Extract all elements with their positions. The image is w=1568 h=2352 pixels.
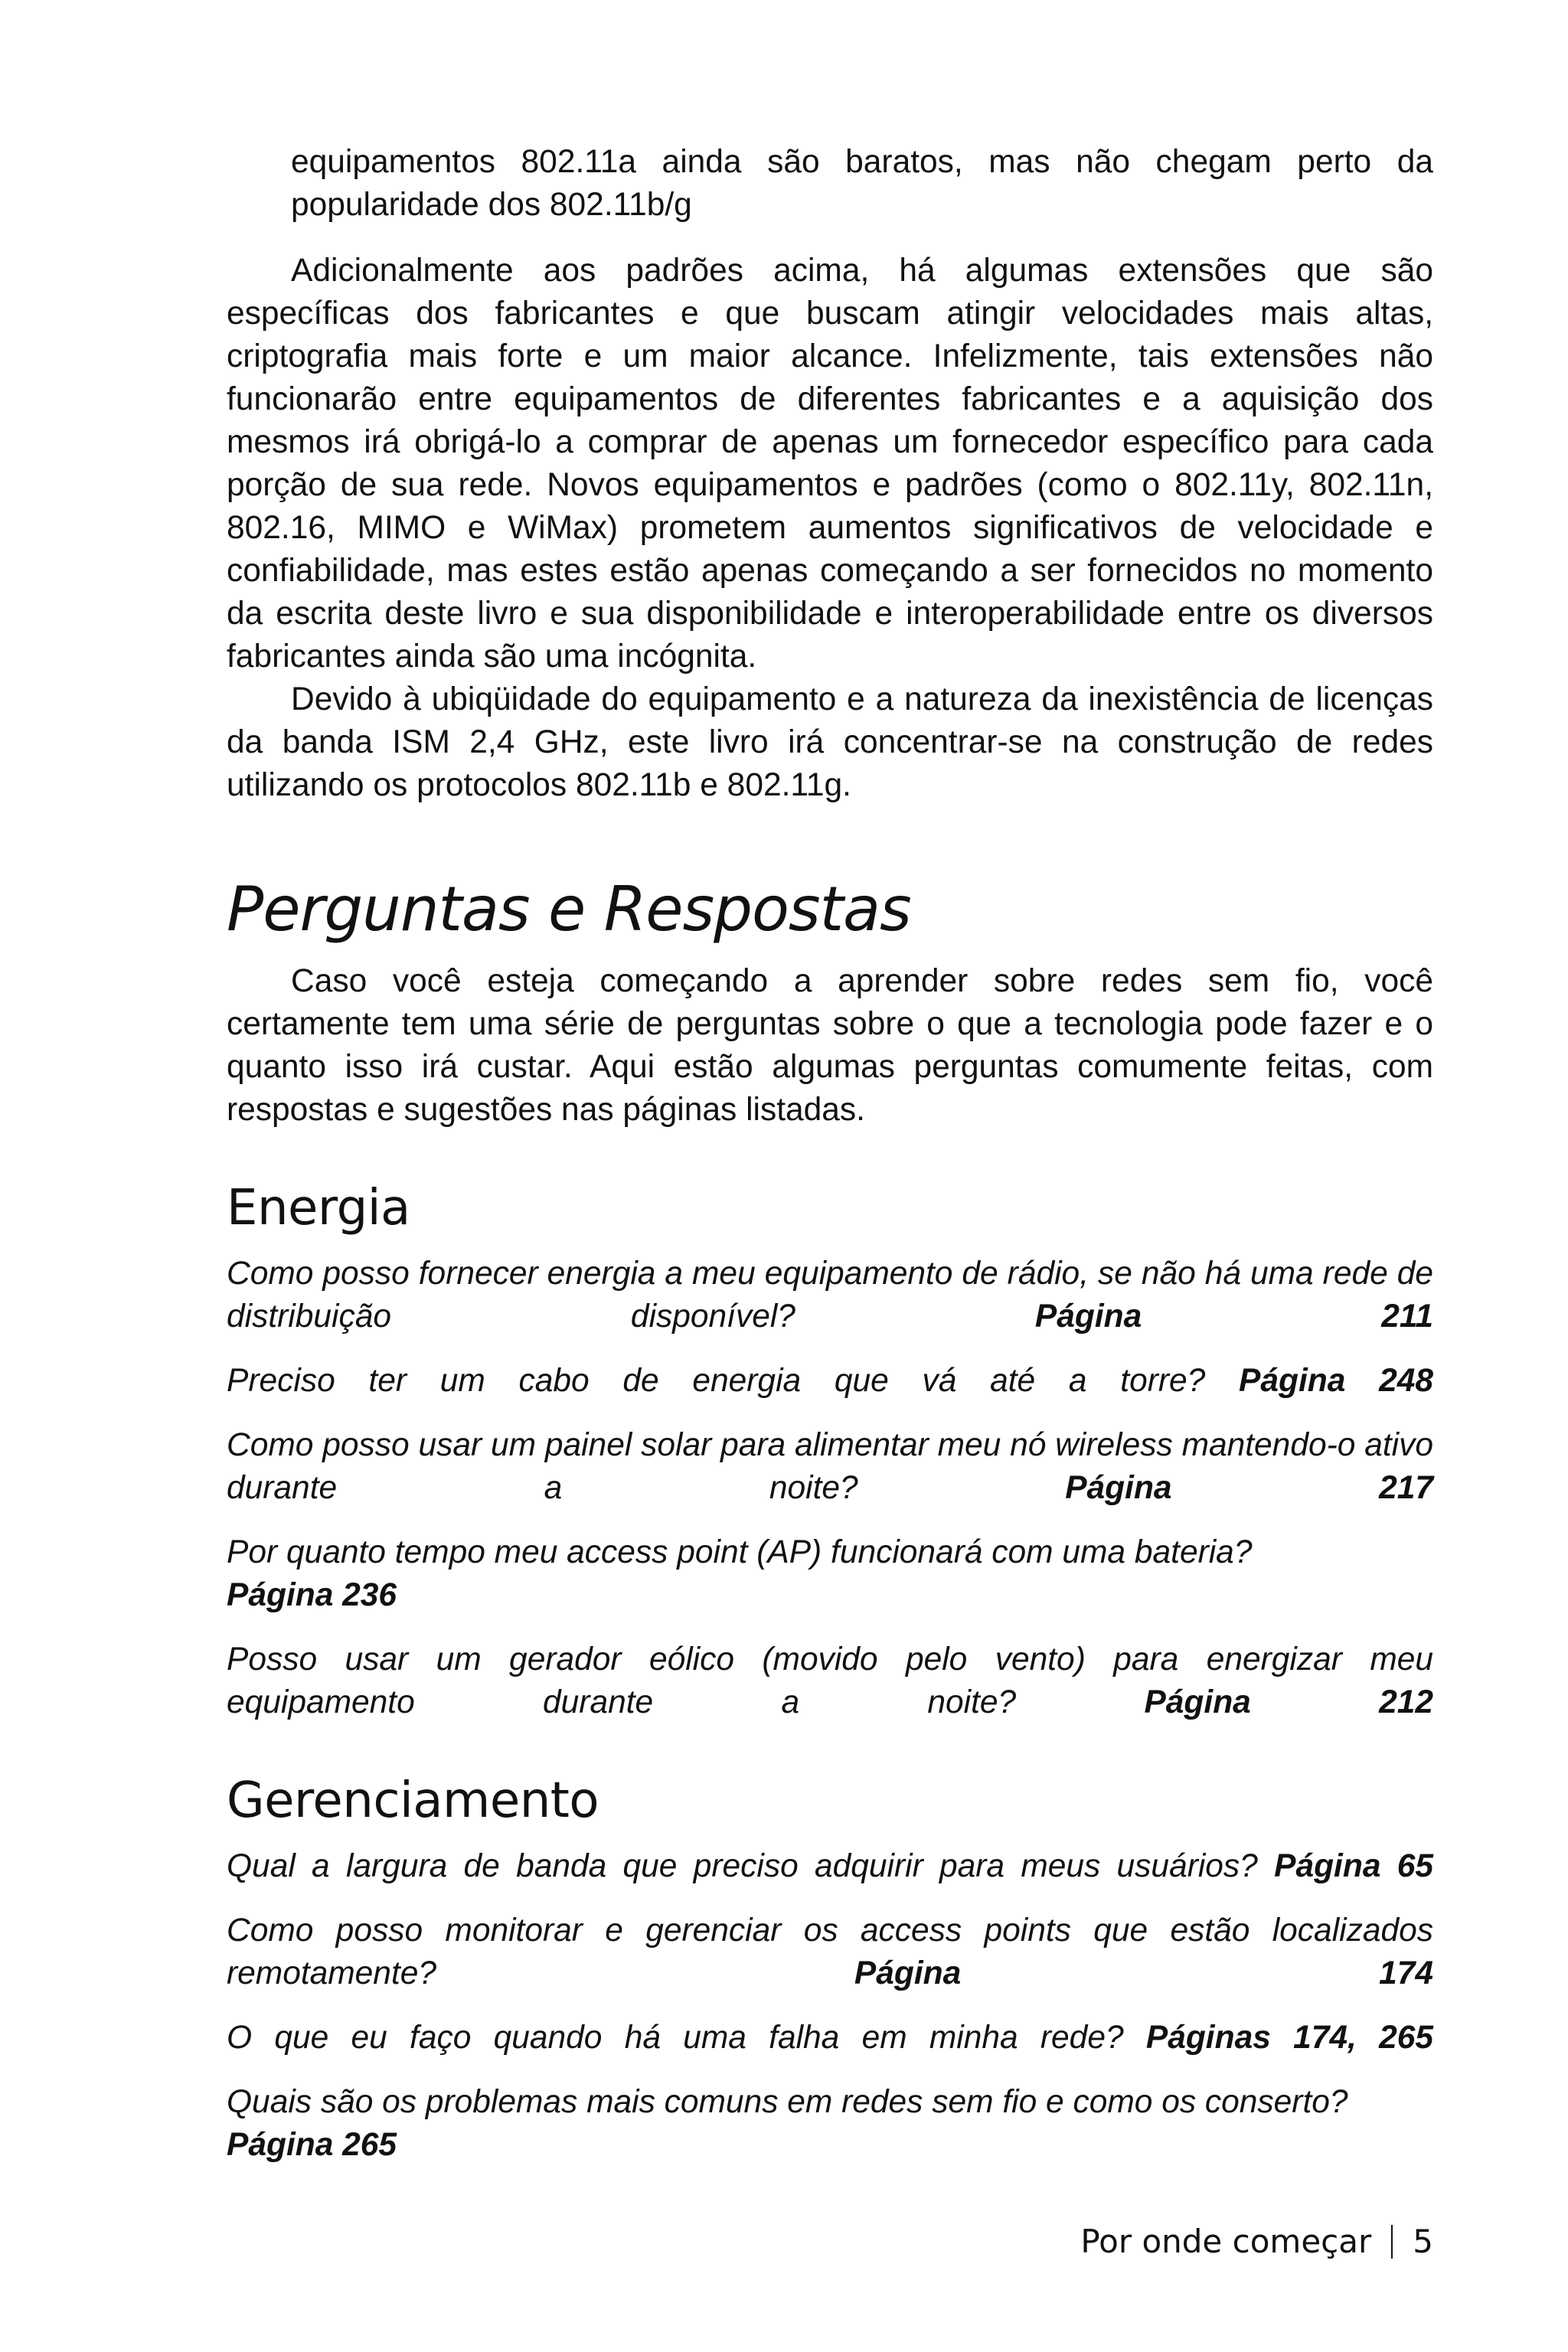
intro-paragraph-1: Adicionalmente aos padrões acima, há algumas extensões que são específicas dos fabricantes e que buscam atingir velocidades mais altas, criptografia mais forte e um maior alcance. Infelizmente, tais extensões não funcionarão entre equipamentos de diferentes fabricantes e a aquisição dos mesmos irá obrigá-lo a comprar de apenas um fornecedor específico para cada porção de sua rede. Novos equipamentos e padrões (como o 802.11y, 802.11n, 802.16, MIMO e WiMax) prometem aumentos significativos de velocidade e confiabilidade, mas estes estão apenas começando a ser fornecidos no momento da escrita deste livro e sua disponibilidade e interoperabilidade entre os diversos fabricantes ainda são uma incógnita. [227, 253, 1433, 675]
qa-question: Qual a largura de banda que preciso adquirir para meus usuários? [227, 1848, 1258, 1884]
qa-page-ref: Página 65 [1274, 1848, 1434, 1884]
energia-list [227, 1253, 1433, 1724]
qa-item [227, 1360, 1433, 1403]
qa-question: Quais são os problemas mais comuns em redes sem fio e como os conserto? [227, 2084, 1348, 2120]
gerenciamento-list [227, 1845, 1433, 2167]
qa-item [227, 1845, 1433, 1888]
qa-question: Preciso ter um cabo de energia que vá até a torre? [227, 1363, 1206, 1399]
qa-question: Como posso monitorar e gerenciar os access points que estão localizados remotamente? [227, 1913, 1433, 1991]
qa-item [227, 1531, 1433, 1617]
qa-item [227, 2017, 1433, 2060]
page-footer [1080, 2220, 1433, 2263]
qa-page-ref: Página 265 [227, 2127, 397, 2163]
gerenciamento-heading: Gerenciamento [227, 1772, 599, 1829]
footer-chapter-title: Por onde começar [1080, 2223, 1372, 2260]
qa-page-ref: Página 174 [854, 1955, 1433, 1991]
intro-continued-line: equipamentos 802.11a ainda são baratos, mas não chegam perto da popularidade dos 802.11b/g [291, 144, 1433, 223]
qa-page-ref: Página 211 [1034, 1298, 1433, 1334]
qa-item [227, 1424, 1433, 1510]
qa-question: Posso usar um gerador eólico (movido pelo vento) para energizar meu equipamento durante a noite? [227, 1642, 1433, 1720]
footer-divider [1391, 2225, 1393, 2259]
qa-question: Por quanto tempo meu access point (AP) funcionará com uma bateria? [227, 1534, 1253, 1570]
qa-question: Como posso fornecer energia a meu equipamento de rádio, se não há uma rede de distribuição disponível? [227, 1256, 1433, 1334]
qa-page-ref: Página 212 [1144, 1684, 1433, 1720]
section-title: Perguntas e Respostas [227, 874, 911, 945]
qa-item [227, 1638, 1433, 1724]
footer-page-number: 5 [1413, 2223, 1433, 2260]
qa-item [227, 2081, 1433, 2167]
page-content [227, 141, 1433, 2167]
qa-page-ref: Páginas 174, 265 [1145, 2020, 1433, 2056]
qa-page-ref: Página 217 [1065, 1470, 1433, 1506]
qa-question: Como posso usar um painel solar para alimentar meu nó wireless mantendo-o ativo durante a noite? [227, 1427, 1433, 1506]
qa-item [227, 1253, 1433, 1338]
energia-heading: Energia [227, 1180, 410, 1236]
qa-question: O que eu faço quando há uma falha em minha rede? [227, 2020, 1124, 2056]
intro-paragraph-2: Devido à ubiqüidade do equipamento e a natureza da inexistência de licenças da banda ISM 2,4 GHz, este livro irá concentrar-se na construção de redes utilizando os protocolos 802.11b e 802.11g. [227, 681, 1433, 803]
section-paragraph: Caso você esteja começando a aprender sobre redes sem fio, você certamente tem uma série de perguntas sobre o que a tecnologia pode fazer e o quanto isso irá custar. Aqui estão algumas perguntas comumente feitas, com respostas e sugestões nas páginas listadas. [227, 963, 1433, 1128]
qa-item [227, 1909, 1433, 1995]
qa-page-ref: Página 236 [227, 1577, 397, 1613]
qa-page-ref: Página 248 [1239, 1363, 1433, 1399]
